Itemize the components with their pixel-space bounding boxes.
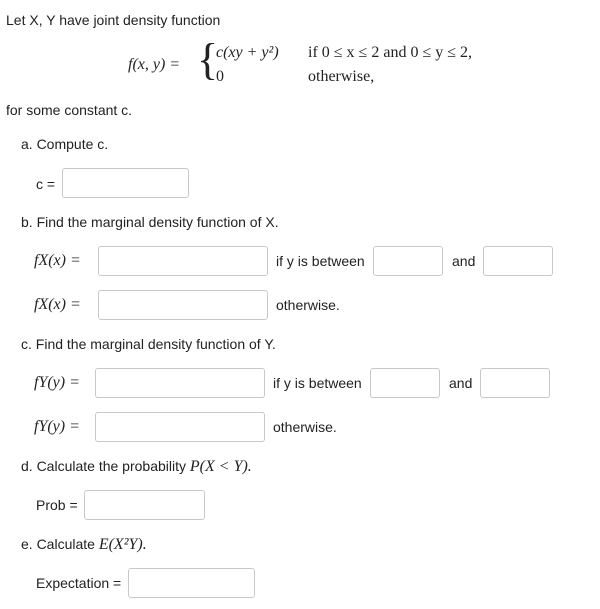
part-b-prompt: b. Find the marginal density function of X. <box>21 214 279 230</box>
fx-lhs-1: fX(x) = <box>34 252 81 269</box>
part-a-prompt: a. Compute c. <box>21 136 109 152</box>
problem-intro: Let X, Y have joint density function <box>6 12 221 28</box>
part-e-prompt <box>21 536 147 554</box>
fx-and-label: and <box>452 253 476 269</box>
fy-otherwise-label: otherwise. <box>273 419 337 435</box>
fy-between-label: if y is between <box>273 375 362 391</box>
fy-otherwise-input[interactable] <box>95 412 265 442</box>
part-d-prompt-math: P(X < Y). <box>189 458 252 475</box>
fy-lhs-2: fY(y) = <box>34 418 80 435</box>
fx-upper-bound-input[interactable] <box>483 246 553 276</box>
part-d-prompt-text: d. Calculate the probability <box>21 458 186 474</box>
fy-and-label: and <box>449 375 473 391</box>
prob-label: Prob = <box>36 497 78 513</box>
fx-expression-input[interactable] <box>98 246 268 276</box>
prob-input[interactable] <box>84 490 205 520</box>
c-label: c = <box>36 176 56 192</box>
problem-intro-constant: for some constant c. <box>6 102 133 118</box>
fy-expression-input[interactable] <box>95 368 265 398</box>
part-e-prompt-text: e. Calculate <box>21 536 95 552</box>
case2-expression: 0 <box>216 68 224 85</box>
fy-lower-bound-input[interactable] <box>370 368 440 398</box>
fx-between-label: if y is between <box>276 253 365 269</box>
density-lhs: f(x, y) = <box>128 56 181 73</box>
fx-otherwise-label: otherwise. <box>276 297 340 313</box>
case1-condition: if 0 ≤ x ≤ 2 and 0 ≤ y ≤ 2, <box>308 44 472 61</box>
part-e-prompt-math: E(X²Y). <box>98 536 147 553</box>
fx-otherwise-input[interactable] <box>98 290 268 320</box>
case1-expression: c(xy + y²) <box>216 44 279 61</box>
fx-lhs-2: fX(x) = <box>34 296 81 313</box>
expectation-input[interactable] <box>128 568 255 598</box>
case2-condition: otherwise, <box>308 68 375 85</box>
part-d-prompt <box>21 458 252 476</box>
fx-lower-bound-input[interactable] <box>373 246 443 276</box>
expectation-label: Expectation = <box>36 575 122 591</box>
part-c-prompt: c. Find the marginal density function of Y. <box>21 336 276 352</box>
fy-lhs-1: fY(y) = <box>34 374 80 391</box>
fy-upper-bound-input[interactable] <box>480 368 550 398</box>
c-input[interactable] <box>62 168 189 198</box>
piecewise-brace: { <box>197 35 219 84</box>
